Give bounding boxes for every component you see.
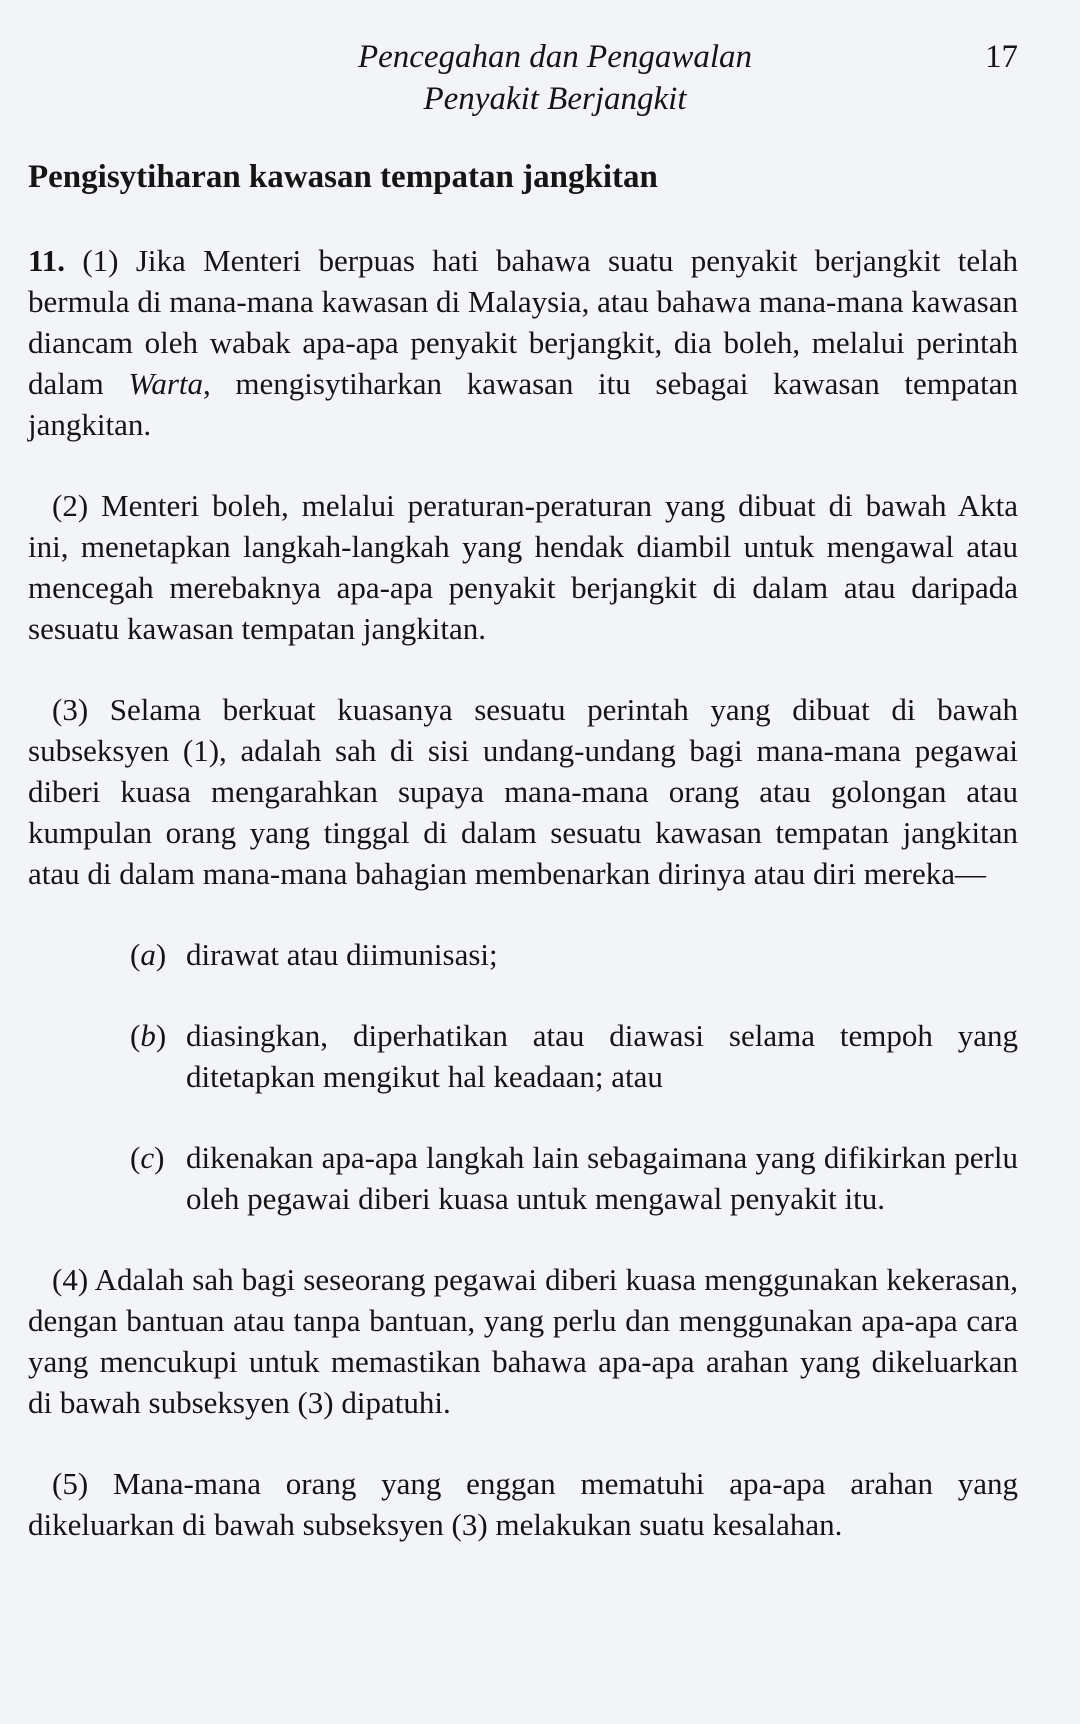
section-body xyxy=(28,240,1018,1585)
running-head xyxy=(0,36,1080,120)
subsection-1 xyxy=(28,240,1018,445)
list-item xyxy=(28,934,1018,975)
subsection-1-number: (1) xyxy=(82,243,119,278)
subsection-4-number: (4) xyxy=(52,1262,89,1297)
subsection-5-number: (5) xyxy=(52,1466,89,1501)
subsection-3-number: (3) xyxy=(52,692,89,727)
item-label-a: (a) xyxy=(130,937,167,972)
subsection-3 xyxy=(28,689,1018,894)
subsection-3-items xyxy=(28,934,1018,1219)
subsection-2-number: (2) xyxy=(52,488,89,523)
running-head-line-2: Penyakit Berjangkit xyxy=(423,81,687,117)
subsection-2 xyxy=(28,485,1018,649)
subsection-1-text-b: , mengisytiharkan kawasan itu sebagai kawasan tempatan jangkitan. xyxy=(28,366,1018,442)
subsection-5-text: Mana-mana orang yang enggan mematuhi apa-apa arahan yang dikeluarkan di bawah subseksyen (3) melakukan suatu kesalahan. xyxy=(28,1466,1018,1542)
subsection-5 xyxy=(28,1463,1018,1545)
item-label-b: (b) xyxy=(130,1018,167,1053)
subsection-1-italic-warta: Warta xyxy=(128,366,204,401)
subsection-1-text-a: Jika Menteri berpuas hati bahawa suatu penyakit berjangkit telah bermula di mana-mana kawasan di Malaysia, atau bahawa mana-mana kawasan diancam oleh wabak apa-apa penyakit berjangkit, dia boleh, melalui perintah dalam xyxy=(28,243,1019,401)
item-text-a: dirawat atau diimunisasi; xyxy=(186,937,498,972)
subsection-4 xyxy=(28,1259,1018,1423)
section-number: 11. xyxy=(28,243,66,278)
list-item xyxy=(28,1137,1018,1219)
subsection-3-text: Selama berkuat kuasanya sesuatu perintah yang dibuat di bawah subseksyen (1), adalah sah di sisi undang-undang bagi mana-mana pegawai diberi kuasa mengarahkan supaya mana-mana orang atau golongan atau kumpulan orang yang tinggal di dalam sesuatu kawasan tempatan jangkitan atau di dalam mana-mana bahagian membenarkan dirinya atau diri mereka— xyxy=(28,692,1018,891)
running-head-line-1: Pencegahan dan Pengawalan xyxy=(357,39,753,75)
subsection-2-text: Menteri boleh, melalui peraturan-peraturan yang dibuat di bawah Akta ini, menetapkan langkah-langkah yang hendak diambil untuk mengawal atau mencegah merebaknya apa-apa penyakit berjangkit di dalam atau daripada sesuatu kawasan tempatan jangkitan. xyxy=(28,488,1018,646)
subsection-4-text: Adalah sah bagi seseorang pegawai diberi kuasa menggunakan kekerasan, dengan bantuan atau tanpa bantuan, yang perlu dan menggunakan apa-apa cara yang mencukupi untuk memastikan bahawa apa-apa arahan yang dikeluarkan di bawah subseksyen (3) dipatuhi. xyxy=(28,1262,1018,1420)
page-number: 17 xyxy=(985,39,1018,75)
item-text-c: dikenakan apa-apa langkah lain sebagaimana yang difikirkan perlu oleh pegawai diberi kuasa untuk mengawal penyakit itu. xyxy=(186,1140,1018,1216)
item-label-c: (c) xyxy=(130,1140,165,1175)
item-text-b: diasingkan, diperhatikan atau diawasi selama tempoh yang ditetapkan mengikut hal keadaan; atau xyxy=(186,1018,1018,1094)
section-heading: Pengisytiharan kawasan tempatan jangkitan xyxy=(28,159,658,195)
list-item xyxy=(28,1015,1018,1097)
